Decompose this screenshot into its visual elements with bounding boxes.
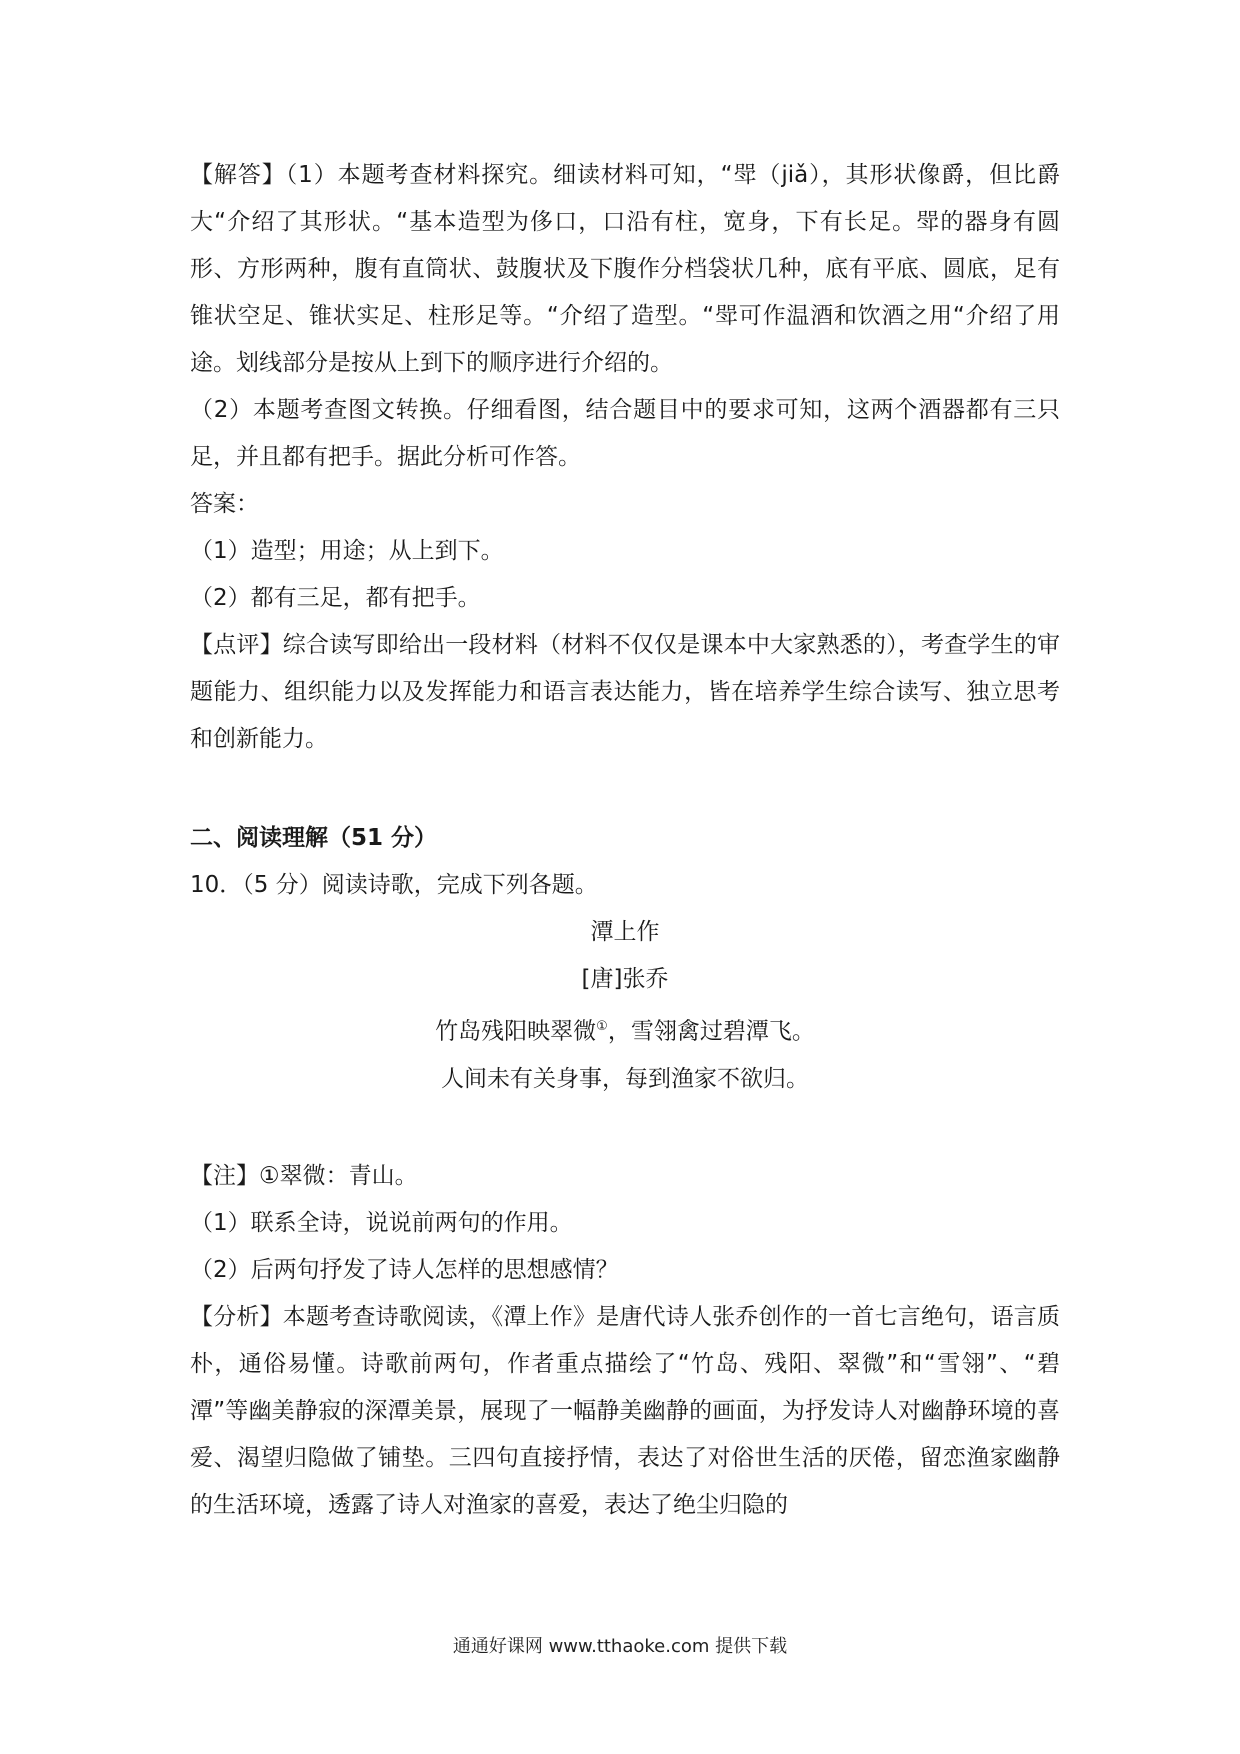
poem-line-1-start: 竹岛残阳映翠微 — [435, 1018, 597, 1045]
poem-line-2: 人间未有关身事，每到渔家不欲归。 — [441, 1065, 809, 1092]
answer-1: （1）造型；用途；从上到下。 — [190, 538, 504, 564]
part2-paragraph: （2）本题考查图文转换。仔细看图，结合题目中的要求可知，这两个酒器都有三只足，并且都有把手。据此分析可作答。 — [190, 397, 1060, 470]
poem — [190, 909, 1060, 1103]
jieda-paragraph: 【解答】（1）本题考查材料探究。细读材料可知，“斝（jiǎ），其形状像爵，但比爵大“介绍了其形状。“基本造型为侈口，口沿有柱，宽身，下有长足。斝的器身有圆形、方形两种，腹有直筒状、鼓腹状及下腹作分档袋状几种，底有平底、圆底，足有锥状空足、锥状实足、柱形足等。“介绍了造型。“斝可作温酒和饮酒之用“介绍了用途。划线部分是按从上到下的顺序进行介绍的。 — [190, 162, 1060, 376]
poem-line-1-end: ，雪翎禽过碧潭飞。 — [607, 1018, 815, 1045]
poem-author: [唐]张乔 — [581, 966, 669, 992]
sub-question-2: （2）后两句抒发了诗人怎样的思想感情？ — [190, 1256, 619, 1283]
dianping-paragraph: 【点评】综合读写即给出一段材料（材料不仅仅是课本中大家熟悉的），考查学生的审题能力、组织能力以及发挥能力和语言表达能力，皆在培养学生综合读写、独立思考和创新能力。 — [190, 632, 1060, 752]
answer-2: （2）都有三足，都有把手。 — [190, 585, 481, 611]
question-10: 10．（5 分）阅读诗歌，完成下列各题。 — [190, 872, 598, 898]
poem-line-1 — [190, 1003, 1060, 1056]
sub-question-1: （1）联系全诗，说说前两句的作用。 — [190, 1209, 573, 1236]
section-title: 二、阅读理解（51 分） — [190, 825, 438, 851]
footer-watermark: 通通好课网 www.tthaoke.com 提供下载 — [452, 1636, 788, 1657]
page-content — [190, 152, 1060, 1529]
poem-title: 潭上作 — [590, 919, 660, 945]
answer-label: 答案： — [190, 491, 259, 517]
footnote-marker: ① — [596, 1019, 608, 1034]
section-spacer — [190, 763, 1060, 815]
analysis-paragraph: 【分析】本题考查诗歌阅读，《潭上作》是唐代诗人张乔创作的一首七言绝句，语言质朴，通俗易懂。诗歌前两句，作者重点描绘了“竹岛、残阳、翠微”和“雪翎”、“碧潭”等幽美静寂的深潭美景，展现了一幅静美幽静的画面，为抒发诗人对幽静环境的喜爱、渴望归隐做了铺垫。三四句直接抒情，表达了对俗世生活的厌倦，留恋渔家幽静的生活环境，透露了诗人对渔家的喜爱，表达了绝尘归隐的 — [190, 1303, 1060, 1518]
poem-note: 【注】①翠微：青山。 — [190, 1162, 418, 1189]
